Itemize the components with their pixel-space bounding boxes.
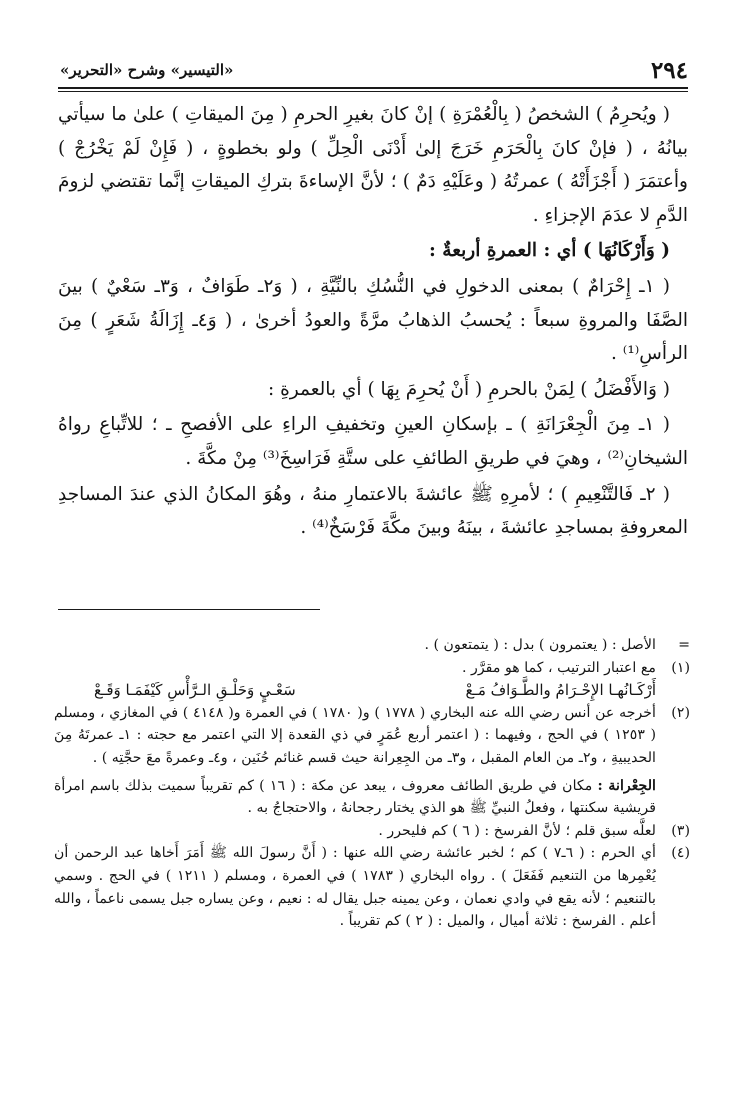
footnote-4	[54, 842, 690, 932]
footnote-2-subnote	[54, 775, 690, 820]
footnote-1-verse	[54, 679, 690, 702]
footnote-2	[54, 702, 690, 770]
footnote-4-text: أي الحرم : ( ٦ـ٧ ) كم ؛ لخبر عائشة رضي الله عنها : ( أَنَّ رسولَ الله ﷺ أَمَرَ أَخاها عبد الرحمن أن يُعْمِرها من التنعيم فَفَعَلَ ) . رواه البخاري ( ١٧٨٣ ) في العمرة ، ومسلم ( ١٢١١ ) في الحج . وسمي بالتنعيم ؛ لأنه يقع في وادي نعمان ، وعن يمينه جبل يقال له : نعيم ، وعن يساره جبل يسمى ناعماً ، والله أعلم . الفرسخ : ثلاثة أميال ، والميل : ( ٢ ) كم تقريباً .	[54, 845, 656, 930]
verse-second-hemistich: سَعْـيٍ وَحَلْـقِ الـرَّأْسِ كَيْفَمَـا وَقَـعْ	[94, 681, 296, 700]
paragraph-tanim: ( ٢ـ فَالتَّنْعِيمِ ) ؛ لأمرِهِ ﷺ عائشةَ بالاعتمارِ منهُ ، وهُوَ المكانُ الذي عندَ المساجدِ المعروفةِ بمساجدِ عائشةَ ، بينَهُ وبينَ مكَّةَ فَرْسَخٌ⁽⁴⁾ .	[58, 483, 688, 539]
footnote-2-subnote-term: الجِعْرانة :	[597, 777, 656, 794]
paragraph-ihram-umrah: ( ويُحرِمُ ) الشخصُ ( بِالْعُمْرَةِ ) إنْ كانَ بغيرِ الحرمِ ( مِنَ الميقاتِ ) علىٰ ما سيأتي بيانُهُ ، ( فإنْ كانَ بِالْحَرَمِ خَرَجَ إلىٰ أَدْنَى الْحِلِّ ) ولو بخطوةٍ ، ( فَإِنْ لَمْ يَخْرُجْ ) وأعتمَرَ ( أَجْزَأَتْهُ ) عمرتُهُ ( وعَلَيْهِ دَمٌ ) ؛ لأنَّ الإساءةَ بتركِ الميقاتِ إنَّما تقتضي لزومَ الدَّمِ لا عدَمَ الإجزاءِ .	[58, 104, 688, 226]
footnote-2-subnote-text: مكان في طريق الطائف معروف ، يبعد عن مكة : ( ١٦ ) كم تقريباً سميت بذلك باسم امرأة قريشية سكنتها ، وفعلُ النبيِّ ﷺ هو الذي يختار رجحانهُ ، والاحتجاجُ به .	[54, 777, 656, 817]
footnote-spacer	[54, 770, 690, 774]
footnote-1	[54, 657, 690, 680]
footnote-3-mark: (٣)	[671, 822, 690, 839]
paragraph-jiirana: ( ١ـ مِنَ الْجِعْرَانَةِ ) ـ بإسكانِ العينِ وتخفيفِ الراءِ على الأفصحِ ـ ؛ للاتِّباعِ رواهُ الشيخانِ⁽²⁾ ، وهيَ في طريقِ الطائفِ على ستَّةِ فَرَاسِخَ⁽³⁾ مِنْ مكَّةَ .	[58, 414, 688, 469]
footnote-separator	[58, 609, 320, 610]
footnotes-section	[54, 634, 690, 933]
footnote-continuation	[54, 634, 690, 657]
footnote-3	[54, 820, 690, 843]
footnote-2-text: أخرجه عن أنس رضي الله عنه البخاري ( ١٧٧٨ ) و( ١٧٨٠ ) في العمرة و( ٤١٤٨ ) في المغازي ، ومسلم ( ١٢٥٣ ) في الحج ، وفيهما : ( اعتمر أربع عُمَرٍ في ذي القعدة إلا التي اعتمر مع حجته : ١ـ عمرتَهُ مِنَ الحديبيةِ ، و٢ـ من العام المقبل ، و٣ـ من الجِعِرانة حيث قسم غنائم حُنَين ، و٤ـ وعمرةً معَ حجَّتِه ) .	[54, 704, 657, 766]
footnote-3-text: لعلَّه سبق قلم ؛ لأنَّ الفرسخ : ( ٦ ) كم فليحرر .	[378, 822, 656, 839]
header-rule-thin	[58, 91, 688, 92]
footnote-2-mark: (٢)	[671, 704, 690, 721]
header-rule-thick	[58, 87, 688, 89]
page-header	[60, 56, 688, 84]
verse-first-hemistich: أَرْكَـانُهـا الإِحْـرَامُ والطَّـوَافُ مَـعْ	[465, 681, 656, 700]
footnote-4-mark: (٤)	[671, 845, 690, 862]
paragraph-arkan-heading: ( وَأَرْكَانُهَا ) أي : العمرةِ أربعةٌ :	[429, 240, 670, 262]
footnote-1-text: مع اعتبار الترتيب ، كما هو مقرَّر .	[461, 659, 656, 676]
page-number: ٢٩٤	[650, 56, 688, 84]
footnote-1-mark: (١)	[671, 659, 690, 676]
footnote-continuation-text: الأصل : ( يعتمرون ) بدل : ( يتمتعون ) .	[424, 637, 656, 653]
running-title: «التيسير» وشرح «التحرير»	[60, 61, 234, 79]
paragraph-arkan-list: ( ١ـ إِحْرَامٌ ) بمعنى الدخولِ في النُّسُكِ بالنِّيَّةِ ، ( وَ٢ـ طَوَافٌ ، وَ٣ـ سَعْيٌ ) بينَ الصَّفَا والمروةِ سبعاً : يُحسبُ الذهابُ مرَّةً والعودُ أخرىٰ ، ( وَ٤ـ إِزَالَةُ شَعَرٍ ) مِنَ الرأسِ⁽¹⁾ .	[58, 275, 688, 365]
footnote-continuation-mark: =	[678, 637, 690, 653]
paragraph-afdal-heading: ( وَالأَفْضَلُ ) لِمَنْ بالحرمِ ( أَنْ يُحرِمَ بِهَا ) أي بالعمرةِ :	[268, 378, 670, 400]
main-text	[58, 98, 688, 545]
